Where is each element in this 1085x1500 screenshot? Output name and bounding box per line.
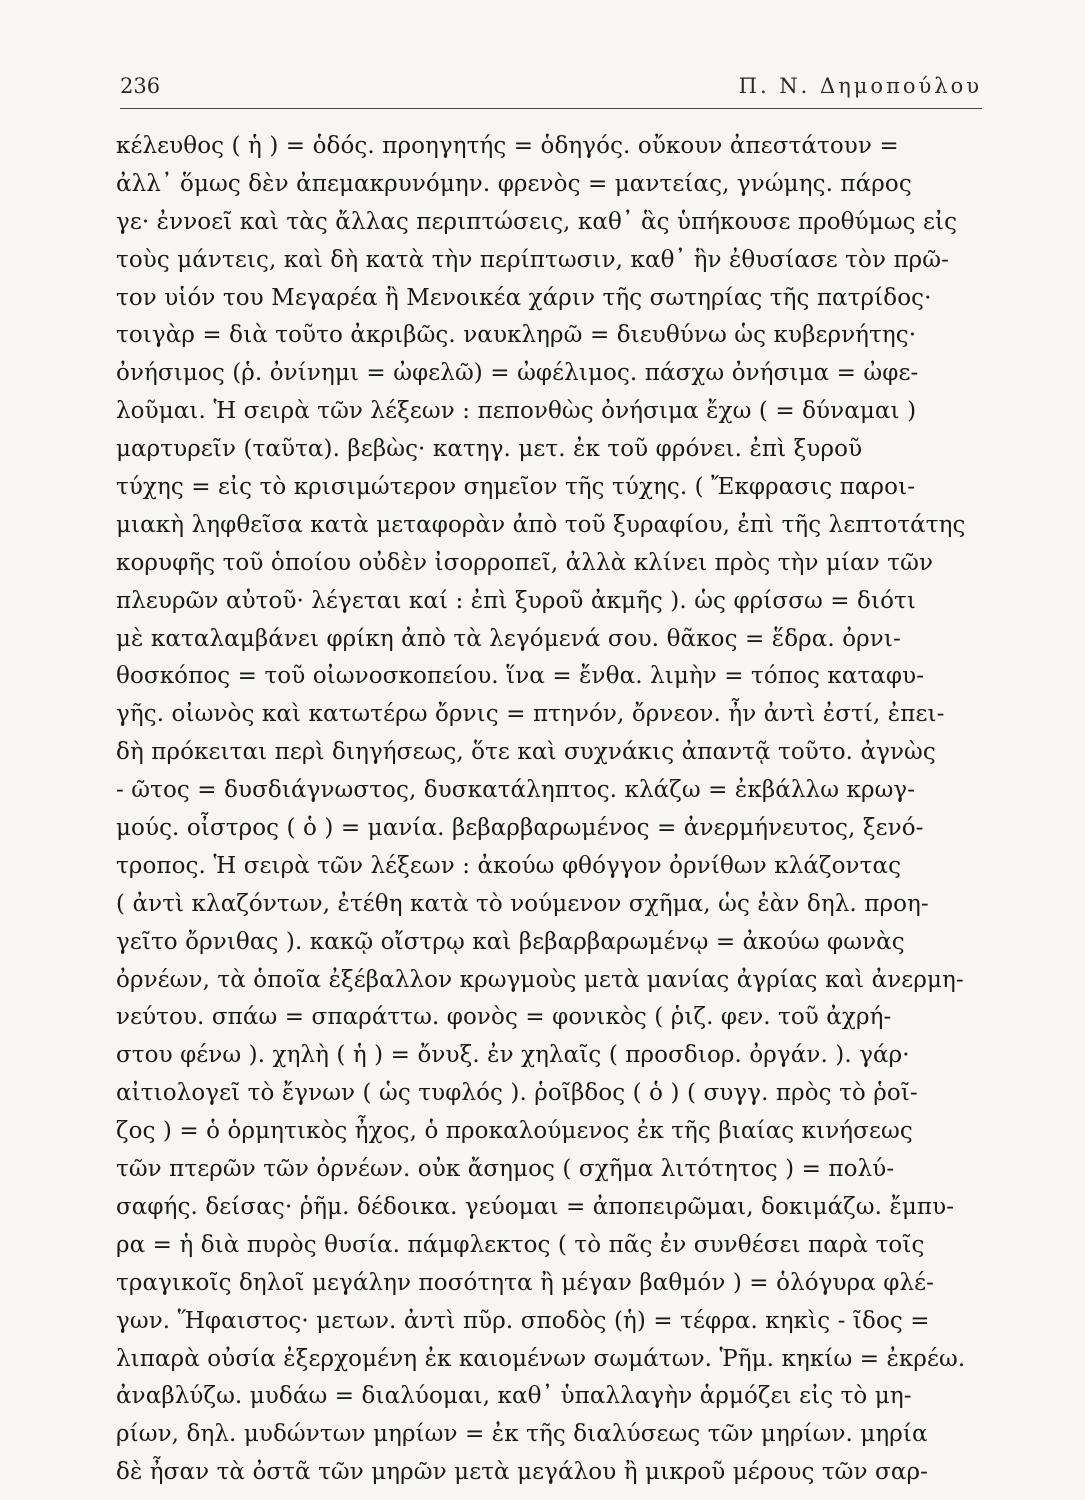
text-line: μαρτυρεῖν (ταῦτα). βεβὼς· κατηγ. μετ. ἐκ τοῦ φρόνει. ἐπὶ ξυροῦ — [116, 436, 863, 463]
text-line: ὀνήσιμος (ῥ. ὀνίνημι = ὠφελῶ) = ὠφέλιμος. πάσχω ὀνήσιμα = ὠφε- — [116, 360, 919, 387]
text-line: τροπος. Ἡ σειρὰ τῶν λέξεων : ἀκούω φθόγγον ὀρνίθων κλάζοντας — [116, 852, 902, 879]
text-line: ἀναβλύζω. μυδάω = διαλύομαι, καθ᾽ ὑπαλλαγὴν ἁρμόζει εἰς τὸ μη- — [116, 1383, 912, 1410]
text-line: μιακὴ ληφθεῖσα κατὰ μεταφορὰν ἀπὸ τοῦ ξυραφίου, ἐπὶ τῆς λεπτοτάτης — [116, 511, 966, 538]
text-line: ἀλλ᾽ ὅμως δὲν ἀπεμακρυνόμην. φρενὸς = μαντείας, γνώμης. πάρος — [116, 170, 912, 197]
text-line: λιπαρὰ οὐσία ἐξερχομένη ἐκ καιομένων σωμάτων. Ῥῆμ. κηκίω = ἐκρέω. — [116, 1345, 966, 1372]
text-line: μούς. οἶστρος ( ὁ ) = μανία. βεβαρβαρωμένος = ἀνερμήνευτος, ξενό- — [116, 815, 924, 842]
commentary-text — [116, 128, 988, 1492]
text-line: κορυφῆς τοῦ ὁποίου οὐδὲν ἰσορροπεῖ, ἀλλὰ κλίνει πρὸς τὴν μίαν τῶν — [116, 549, 934, 576]
text-line: - ῶτος = δυσδιάγνωστος, δυσκατάληπτος. κλάζω = ἐκβάλλω κρωγ- — [116, 777, 916, 804]
text-line: τῶν πτερῶν τῶν ὀρνέων. οὐκ ἄσημος ( σχῆμα λιτότητος ) = πολύ- — [116, 1156, 895, 1183]
text-line: ( ἀντὶ κλαζόντων, ἐτέθη κατὰ τὸ νούμενον σχῆμα, ὡς ἐὰν δηλ. προη- — [116, 890, 929, 917]
text-line: τοὺς μάντεις, καὶ δὴ κατὰ τὴν περίπτωσιν, καθ᾽ ἣν ἐθυσίασε τὸν πρῶ- — [116, 246, 950, 273]
text-line: μὲ καταλαμβάνει φρίκη ἀπὸ τὰ λεγόμενά σου. θᾶκος = ἕδρα. ὀρνι- — [116, 625, 901, 652]
running-head: Π. Ν. Δημοπούλου — [738, 74, 982, 98]
text-line: αἰτιολογεῖ τὸ ἔγνων ( ὡς τυφλός ). ῥοῖβδος ( ὁ ) ( συγγ. πρὸς τὸ ῥοῖ- — [116, 1080, 918, 1107]
text-line: τραγικοῖς δηλοῖ μεγάλην ποσότητα ἢ μέγαν βαθμόν ) = ὁλόγυρα φλέ- — [116, 1269, 935, 1296]
text-line: ρα = ἡ διὰ πυρὸς θυσία. πάμφλεκτος ( τὸ πᾶς ἐν συνθέσει παρὰ τοῖς — [116, 1231, 925, 1258]
text-line: γε· ἐννοεῖ καὶ τὰς ἄλλας περιπτώσεις, καθ᾽ ἃς ὑπήκουσε προθύμως εἰς — [116, 208, 958, 235]
text-line: ρίων, δηλ. μυδώντων μηρίων = ἐκ τῆς διαλύσεως τῶν μηρίων. μηρία — [116, 1421, 928, 1448]
text-line: γων. Ἥφαιστος· μετων. ἀντὶ πῦρ. σποδὸς (ἡ) = τέφρα. κηκὶς - ῖδος = — [116, 1307, 930, 1334]
text-line: κέλευθος ( ἡ ) = ὁδός. προηγητής = ὁδηγός. οὔκουν ἀπεστάτουν = — [116, 133, 899, 159]
text-line: δὲ ἦσαν τὰ ὀστᾶ τῶν μηρῶν μετὰ μεγάλου ἢ μικροῦ μέρους τῶν σαρ- — [116, 1459, 928, 1486]
text-line: θοσκόπος = τοῦ οἰωνοσκοπείου. ἵνα = ἔνθα. λιμὴν = τόπος καταφυ- — [116, 663, 925, 690]
text-line: γεῖτο ὄρνιθας ). κακῷ οἴστρῳ καὶ βεβαρβαρωμένῳ = ἀκούω φωνὰς — [116, 928, 905, 955]
text-line: ὀρνέων, τὰ ὁποῖα ἐξέβαλλον κρωγμοὺς μετὰ μανίας ἀγρίας καὶ ἀνερμη- — [116, 966, 964, 993]
text-line: πλευρῶν αὐτοῦ· λέγεται καί : ἐπὶ ξυροῦ ἀκμῆς ). ὡς φρίσσω = διότι — [116, 587, 916, 614]
text-line: λοῦμαι. Ἡ σειρὰ τῶν λέξεων : πεπονθὼς ὀνήσιμα ἔχω ( = δύναμαι ) — [116, 398, 917, 425]
text-line: σαφής. δείσας· ῥῆμ. δέδοικα. γεύομαι = ἀποπειρῶμαι, δοκιμάζω. ἔμπυ- — [116, 1193, 955, 1220]
text-line: νεύτου. σπάω = σπαράττω. φονὸς = φονικὸς ( ῥιζ. φεν. τοῦ ἀχρή- — [116, 1004, 892, 1031]
text-line: τύχης = εἰς τὸ κρισιμώτερον σημεῖον τῆς τύχης. ( Ἔκφρασις παροι- — [116, 474, 916, 501]
text-line: τοιγὰρ = διὰ τοῦτο ἀκριβῶς. ναυκληρῶ = διευθύνω ὡς κυβερνήτης· — [116, 322, 917, 349]
text-line: στου φένω ). χηλὴ ( ἡ ) = ὄνυξ. ἐν χηλαῖς ( προσδιορ. ὀργάν. ). γάρ· — [116, 1042, 910, 1069]
page-header — [120, 74, 982, 110]
text-line: γῆς. οἰωνὸς καὶ κατωτέρω ὄρνις = πτηνόν, ὄρνεον. ἦν ἀντὶ ἐστί, ἐπει- — [116, 701, 945, 728]
text-line: τον υἱόν του Μεγαρέα ἢ Μενοικέα χάριν τῆς σωτηρίας τῆς πατρίδος· — [116, 284, 932, 311]
header-rule — [120, 108, 982, 109]
text-line: δὴ πρόκειται περὶ διηγήσεως, ὅτε καὶ συχνάκις ἀπαντᾷ τοῦτο. ἀγνὼς — [116, 739, 936, 766]
page-number: 236 — [120, 74, 161, 98]
text-line: ζος ) = ὁ ὁρμητικὸς ἦχος, ὁ προκαλούμενος ἐκ τῆς βιαίας κινήσεως — [116, 1118, 913, 1145]
